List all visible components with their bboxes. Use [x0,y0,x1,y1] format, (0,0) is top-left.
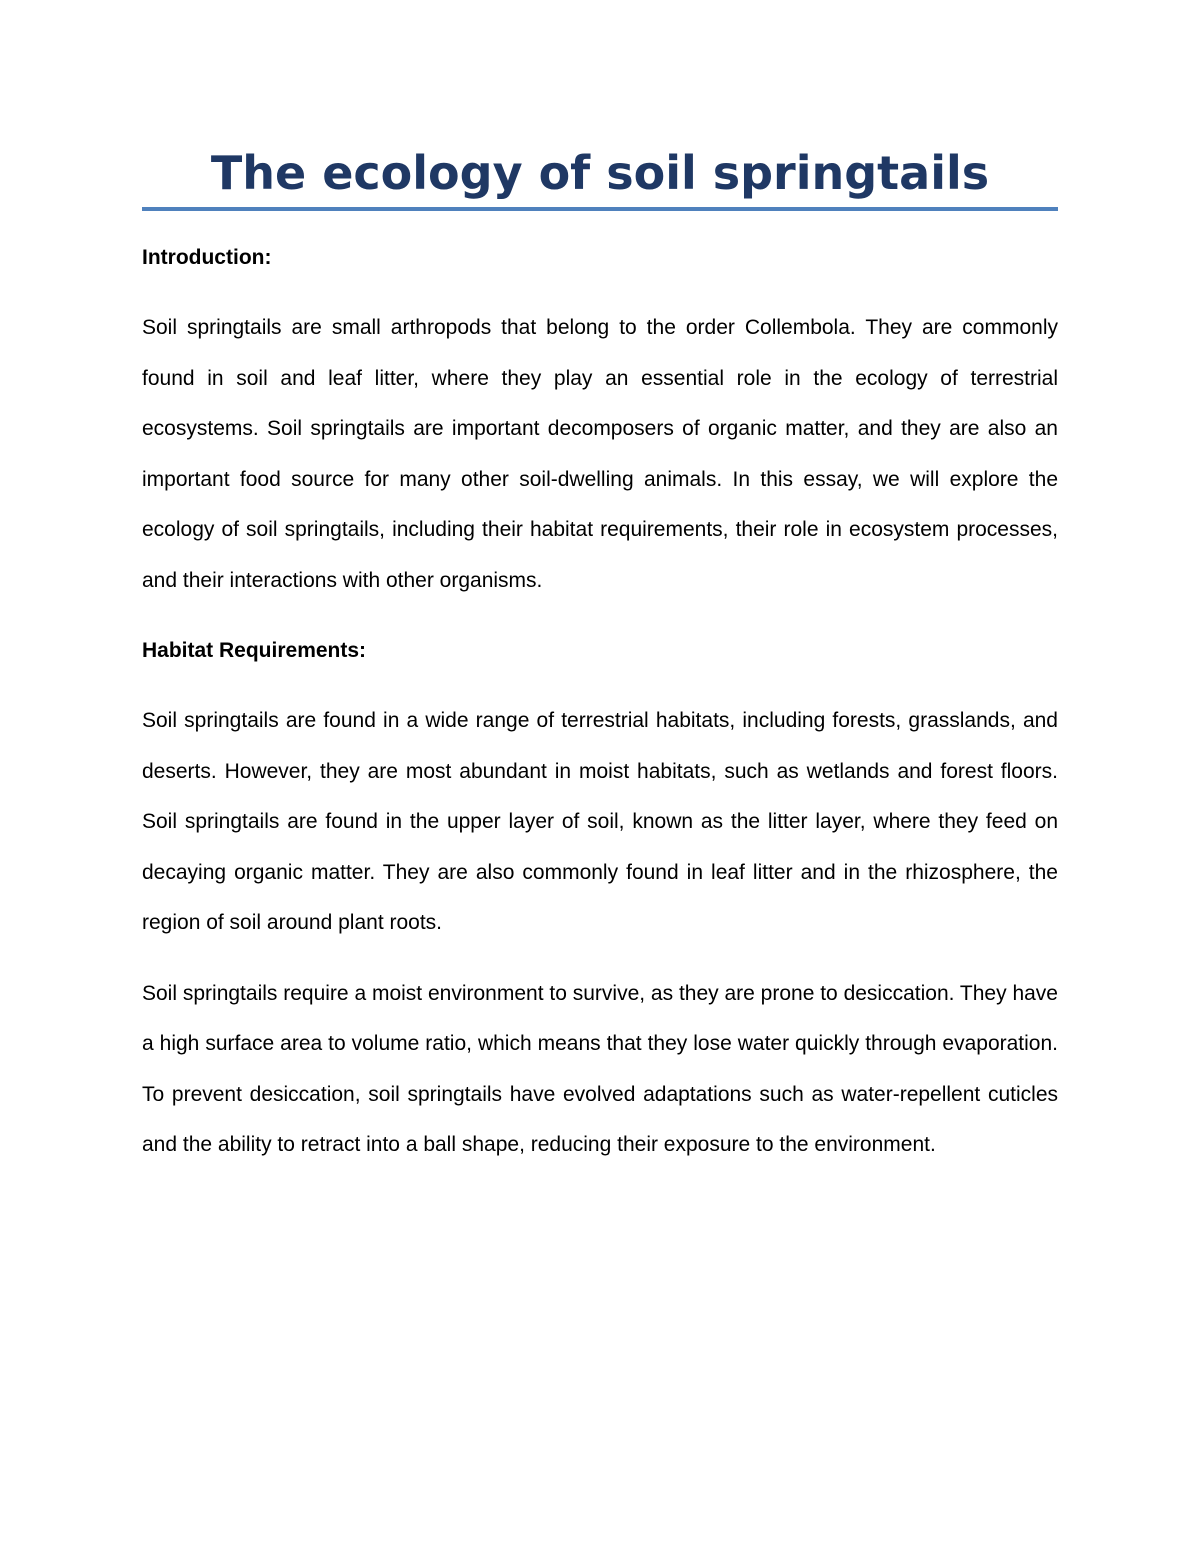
habitat-paragraph-2: Soil springtails require a moist environment to survive, as they are prone to desiccation. They have a high surface area to volume ratio, which means that they lose water quickly through evaporation. To prevent desiccation, soil springtails have evolved adaptations such as water-repellent cuticles and the ability to retract into a ball shape, reducing their exposure to the environment. [142,981,1058,1156]
section-heading-habitat-requirements: Habitat Requirements: [142,639,367,662]
section-heading-introduction: Introduction: [142,246,272,269]
document-title: The ecology of soil springtails [210,146,990,200]
document-body [142,233,1058,1171]
habitat-paragraph-1: Soil springtails are found in a wide range of terrestrial habitats, including forests, grasslands, and deserts. However, they are most abundant in moist habitats, such as wetlands and forest floors. Soil springtails are found in the upper layer of soil, known as the litter layer, where they feed on decaying organic matter. They are also commonly found in leaf litter and in the rhizosphere, the region of soil around plant roots. [142,709,1058,934]
introduction-paragraph: Soil springtails are small arthropods that belong to the order Collembola. They are commonly found in soil and leaf litter, where they play an essential role in the ecology of terrestrial ecosystems. Soil springtails are important decomposers of organic matter, and they are also an important food source for many other soil-dwelling animals. In this essay, we will explore the ecology of soil springtails, including their habitat requirements, their role in ecosystem processes, and their interactions with other organisms. [142,316,1058,592]
title-underline [142,207,1058,211]
